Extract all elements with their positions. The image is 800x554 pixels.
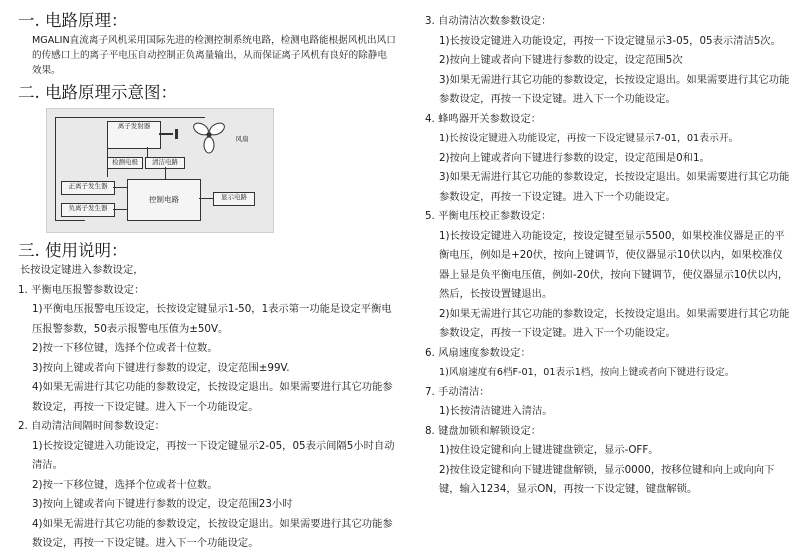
circuit-diagram bbox=[46, 108, 274, 233]
ion-emitter-label: 离子发射器 bbox=[117, 122, 151, 130]
item3-step1: 1)长按设定键进入功能设定，再按一下设定键显示3-05，05表示清洁5次。 bbox=[439, 34, 781, 47]
item1-step1: 1)平衡电压报警电压设定，长按设定键显示1-50，1表示第一功能是设定平衡电压报警参数，50表示报警电压值为±50V。 bbox=[32, 303, 392, 335]
item4-step2: 2)按向上键或者向下键进行参数的设定，设定范围是0和1。 bbox=[439, 151, 710, 164]
negative-generator-label: 负离子发生器 bbox=[68, 204, 108, 212]
item5-step1: 1)长按设定键进入功能设定，按设定键至显示5500，如果校准仪器是正的平衡电压，例如是+20伏，按向上键调节，使仪器显示10伏以内，如果校准仪器上显是负平衡电压值，例如-20伏，按向下键调节，使仪器显示10伏以内，然后，长按设置键退出。 bbox=[439, 229, 789, 300]
item1-step2: 2)按一下移位键，选择个位或者十位数。 bbox=[32, 342, 218, 354]
item8-step1: 1)按住设定键和向上键进键盘锁定，显示-OFF。 bbox=[439, 444, 659, 456]
item3-step2: 2)按向上键或者向下键进行参数的设定，设定范围5次 bbox=[439, 54, 683, 66]
item3-step3: 3)如果无需进行其它功能的参数设定，长按设定退出。如果需要进行其它功能参数设定，再按一下设定键。进入下一个功能设定。 bbox=[439, 73, 790, 105]
positive-generator-box bbox=[61, 181, 115, 195]
item1-step4: 4)如果无需进行其它功能的参数设定，长按设定退出。如果需要进行其它功能参数设定，再按一下设定键。进入下一个功能设定。 bbox=[32, 381, 393, 413]
item4-step1: 1)长按设定键进入功能设定，再按一下设定键显示7-01，01表示开。 bbox=[439, 133, 739, 144]
item6-title: 6. 风扇速度参数设定： bbox=[425, 346, 531, 359]
item2-step2: 2)按一下移位键，选择个位或者十位数。 bbox=[32, 478, 218, 491]
section-circuit-principle-body: MGALIN直流离子风机采用国际先进的检测控制系统电路，检测电路能根据风机出风口的传感口上的离子平电压自动控制正负离量输出，从而保证离子风机有良好的除静电效果。 bbox=[32, 35, 396, 76]
display-circuit-box bbox=[213, 192, 255, 206]
section-diagram-title: 二. 电路原理示意图： bbox=[18, 83, 177, 102]
sensor-label: 检测电极 bbox=[112, 158, 138, 166]
item1-title: 1. 平衡电压报警参数设定： bbox=[18, 283, 145, 296]
item8-title: 8. 键盘加锁和解锁设定： bbox=[425, 424, 542, 437]
item2-step3: 3)按向上键或者向下键进行参数的设定，设定范围23小时 bbox=[32, 498, 293, 510]
item2-step1: 1)长按设定键进入功能设定，再按一下设定键显示2-05，05表示间隔5小时自动清洁。 bbox=[32, 439, 395, 471]
left-column bbox=[18, 0, 396, 554]
item5-step2: 2)如果无需进行其它功能的参数设定，长按设定退出。如果需要进行其它功能参数设定，再按一下设定键。进入下一个功能设定。 bbox=[439, 307, 790, 339]
item1-step3: 3)按向上键或者向下键进行参数的设定，设定范围±99V. bbox=[32, 361, 290, 374]
item7-title: 7. 手动清洁： bbox=[425, 385, 490, 398]
fan-icon bbox=[187, 117, 231, 157]
section-circuit-principle-title: 一. 电路原理： bbox=[18, 11, 128, 30]
sensor-box bbox=[107, 157, 143, 169]
usage-intro: 长按设定键进入参数设定， bbox=[20, 264, 144, 276]
item3-title: 3. 自动清洁次数参数设定： bbox=[425, 15, 552, 27]
positive-generator-label: 正离子发生器 bbox=[68, 182, 108, 190]
fan-label: 风扇 bbox=[235, 135, 249, 143]
negative-generator-box bbox=[61, 203, 115, 217]
item8-step2: 2)按住设定键和向下键进键盘解锁，显示0000，按移位键和向上或向向下键，输入1234，显示ON，再按一下设定键，键盘解锁。 bbox=[439, 463, 775, 495]
item7-step1: 1)长按清洁键进入清洁。 bbox=[439, 405, 553, 417]
ion-emitter-box bbox=[107, 121, 161, 149]
control-circuit-label: 控制电路 bbox=[149, 195, 179, 204]
item2-title: 2. 自动清洁间隔时间参数设定： bbox=[18, 420, 165, 432]
control-circuit-box bbox=[127, 179, 201, 221]
display-circuit-label: 显示电路 bbox=[221, 193, 247, 201]
section-usage-title: 三. 使用说明： bbox=[18, 241, 128, 260]
item5-title: 5. 平衡电压校正参数设定： bbox=[425, 210, 552, 222]
item4-step3: 3)如果无需进行其它功能的参数设定，长按设定退出。如果需要进行其它功能参数设定，再按一下设定键。进入下一个功能设定。 bbox=[439, 171, 790, 203]
right-column bbox=[425, 0, 791, 500]
item2-step4: 4)如果无需进行其它功能的参数设定，长按设定退出。如果需要进行其它功能参数设定，再按一下设定键。进入下一个功能设定。 bbox=[32, 517, 393, 549]
item6-step1: 1)风扇速度有6档F-01，01表示1档，按向上键或者向下键进行设定。 bbox=[439, 367, 735, 378]
cleaning-circuit-label: 清洁电路 bbox=[152, 158, 178, 166]
item4-title: 4. 蜂鸣器开关参数设定： bbox=[425, 112, 542, 125]
